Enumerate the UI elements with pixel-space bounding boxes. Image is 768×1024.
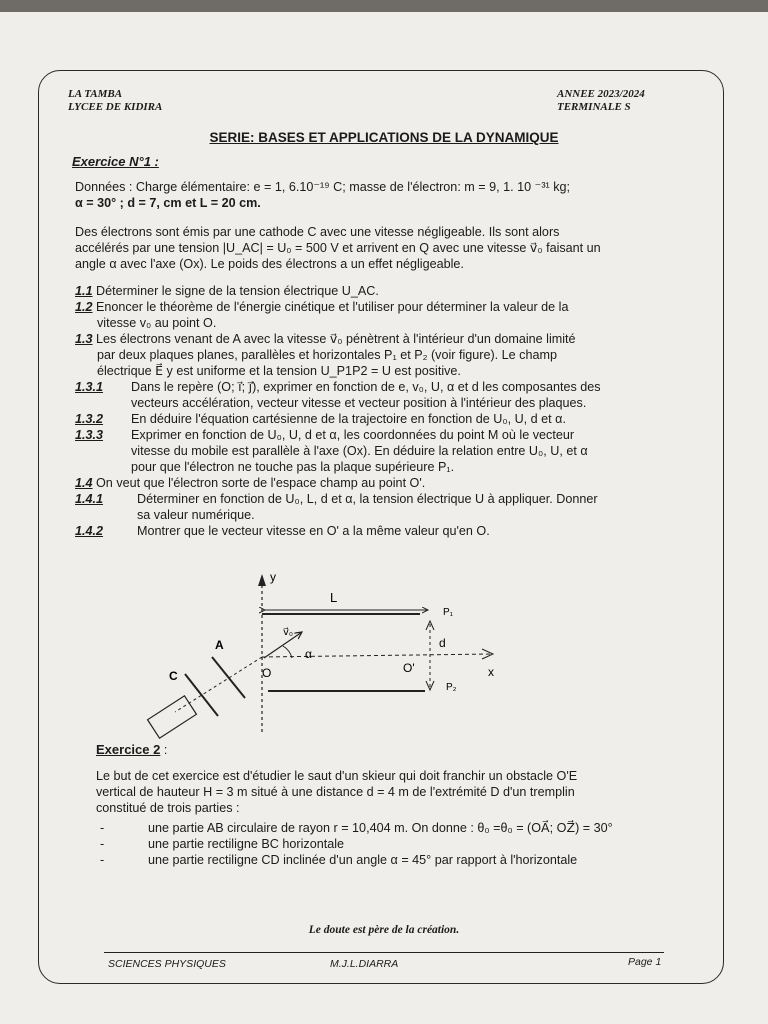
question-text: Les électrons venant de A avec la vitesse v⃗₀ pénètrent à l'intérieur d'un domaine limité bbox=[96, 332, 576, 346]
exercise-2-colon: : bbox=[163, 743, 168, 757]
footer-author: M.J.L.DIARRA bbox=[330, 958, 399, 970]
question-text: On veut que l'électron sorte de l'espace champ au point O'. bbox=[96, 476, 426, 490]
x-axis-label: x bbox=[488, 665, 494, 679]
data-line-2: α = 30° ; d = 7, cm et L = 20 cm. bbox=[75, 196, 261, 210]
question-number: 1.3 bbox=[75, 332, 93, 346]
intro-line-1: Des électrons sont émis par une cathode C avec une vitesse négligeable. Ils sont alors bbox=[75, 225, 560, 239]
footer-subject: SCIENCES PHYSIQUES bbox=[108, 958, 226, 970]
question-number: 1.3.3 bbox=[75, 428, 104, 442]
exercise-2-intro bbox=[96, 768, 666, 816]
exercise-1-title: Exercice N°1 : bbox=[72, 154, 159, 169]
question-number: 1.4.1 bbox=[75, 492, 104, 506]
anode-label: A bbox=[215, 638, 224, 652]
list-dash: - bbox=[100, 837, 105, 851]
question-1-3-3-cont-1: vitesse du mobile est parallèle à l'axe (Ox). En déduire la relation entre U₀, U, et α bbox=[131, 444, 588, 458]
question-number: 1.2 bbox=[75, 300, 93, 314]
list-dash: - bbox=[100, 853, 105, 867]
paper-sheet bbox=[0, 12, 768, 1024]
page-title: SERIE: BASES ET APPLICATIONS DE LA DYNAMIQUE bbox=[209, 130, 559, 145]
exercise-2-heading bbox=[96, 742, 167, 758]
school-year: ANNEE 2023/2024 bbox=[557, 88, 645, 100]
anode-plate bbox=[212, 657, 245, 698]
plate-p1-label: P₁ bbox=[443, 607, 454, 618]
question-text: Dans le repère (O; i⃗; j⃗), exprimer en fonction de e, v₀, U, α et d les composantes des bbox=[131, 380, 601, 394]
exercise-2-list bbox=[100, 820, 670, 868]
electron-gun bbox=[148, 696, 197, 738]
question-text: En déduire l'équation cartésienne de la trajectoire en fonction de U₀, U, d et α. bbox=[131, 412, 566, 426]
question-1-3-1-cont: vecteurs accélération, vecteur vitesse et vecteur position à l'intérieur des plaques. bbox=[131, 396, 587, 410]
question-number: 1.4.2 bbox=[75, 524, 104, 538]
school-lycee: LYCEE DE KIDIRA bbox=[68, 101, 163, 113]
ex2-intro-line-1: Le but de cet exercice est d'étudier le saut d'un skieur qui doit franchir un obstacle O'E bbox=[96, 769, 578, 783]
question-1-3-3-cont-2: pour que l'électron ne touche pas la plaque supérieure P₁. bbox=[131, 460, 455, 474]
list-item-text: une partie AB circulaire de rayon r = 10,404 m. On donne : θ₀ =θ₀ = (OA⃗; OZ⃗) = 30° bbox=[148, 821, 613, 835]
y-axis-label: y bbox=[270, 570, 276, 584]
cathode-plate bbox=[185, 674, 218, 716]
angle-label: α bbox=[305, 647, 312, 661]
list-item-text: une partie rectiligne BC horizontale bbox=[148, 837, 345, 851]
intro-line-3: angle α avec l'axe (Ox). Le poids des électrons a un effet négligeable. bbox=[75, 257, 464, 271]
page-number: Page 1 bbox=[628, 956, 662, 968]
figure-deflection-plates bbox=[0, 12, 768, 1024]
exercise-2-title: Exercice 2 bbox=[96, 742, 161, 757]
list-item bbox=[100, 820, 670, 836]
question-1-4-1-cont: sa valeur numérique. bbox=[137, 508, 255, 522]
question-number: 1.3.1 bbox=[75, 380, 104, 394]
question-1-3-cont-1: par deux plaques planes, parallèles et horizontales P₁ et P₂ (voir figure). Le champ bbox=[97, 348, 557, 362]
footer-rule bbox=[104, 952, 664, 953]
list-item bbox=[100, 836, 670, 852]
exit-point-label: O' bbox=[403, 661, 415, 675]
ex2-intro-line-3: constitué de trois parties : bbox=[96, 801, 240, 815]
question-number: 1.3.2 bbox=[75, 412, 104, 426]
length-label: L bbox=[330, 590, 338, 605]
question-1-3-cont-2: électrique E⃗ y est uniforme et la tension U_P1P2 = U est positive. bbox=[97, 364, 461, 378]
question-text: Déterminer en fonction de U₀, L, d et α, la tension électrique U à appliquer. Donner bbox=[137, 492, 598, 506]
footer-motto: Le doute est père de la création. bbox=[308, 924, 460, 936]
intro-line-2: accélérés par une tension |U_AC| = U₀ = 500 V et arrivent en Q avec une vitesse v⃗₀ faisant un bbox=[75, 241, 601, 255]
y-axis-arrow bbox=[258, 574, 266, 586]
list-item-text: une partie rectiligne CD inclinée d'un angle α = 45° par rapport à l'horizontale bbox=[148, 853, 578, 867]
list-dash: - bbox=[100, 821, 105, 835]
ex2-intro-line-2: vertical de hauteur H = 3 m situé à une distance d = 4 m de l'extrémité D d'un tremplin bbox=[96, 785, 575, 799]
velocity-label: v⃗₀ bbox=[283, 627, 294, 638]
plate-p2-label: P₂ bbox=[446, 682, 457, 693]
class-level: TERMINALE S bbox=[557, 101, 631, 113]
question-text: Déterminer le signe de la tension électrique U_AC. bbox=[96, 284, 379, 298]
question-number: 1.1 bbox=[75, 284, 93, 298]
question-text: Exprimer en fonction de U₀, U, d et α, les coordonnées du point M où le vecteur bbox=[131, 428, 575, 442]
data-line-1: Données : Charge élémentaire: e = 1, 6.10⁻¹⁹ C; masse de l'électron: m = 9, 1. 10 ⁻³¹ kg; bbox=[75, 180, 570, 194]
gap-label: d bbox=[439, 636, 446, 650]
cathode-label: C bbox=[169, 669, 178, 683]
question-text: Montrer que le vecteur vitesse en O' a la même valeur qu'en O. bbox=[137, 524, 490, 538]
question-1-2-cont: vitesse v₀ au point O. bbox=[97, 316, 217, 330]
x-axis bbox=[262, 654, 492, 657]
school-name: LA TAMBA bbox=[68, 88, 123, 100]
list-item bbox=[100, 852, 670, 868]
origin-label: O bbox=[262, 666, 272, 680]
question-text: Enoncer le théorème de l'énergie cinétique et l'utiliser pour déterminer la valeur de la bbox=[96, 300, 569, 314]
question-number: 1.4 bbox=[75, 476, 93, 490]
